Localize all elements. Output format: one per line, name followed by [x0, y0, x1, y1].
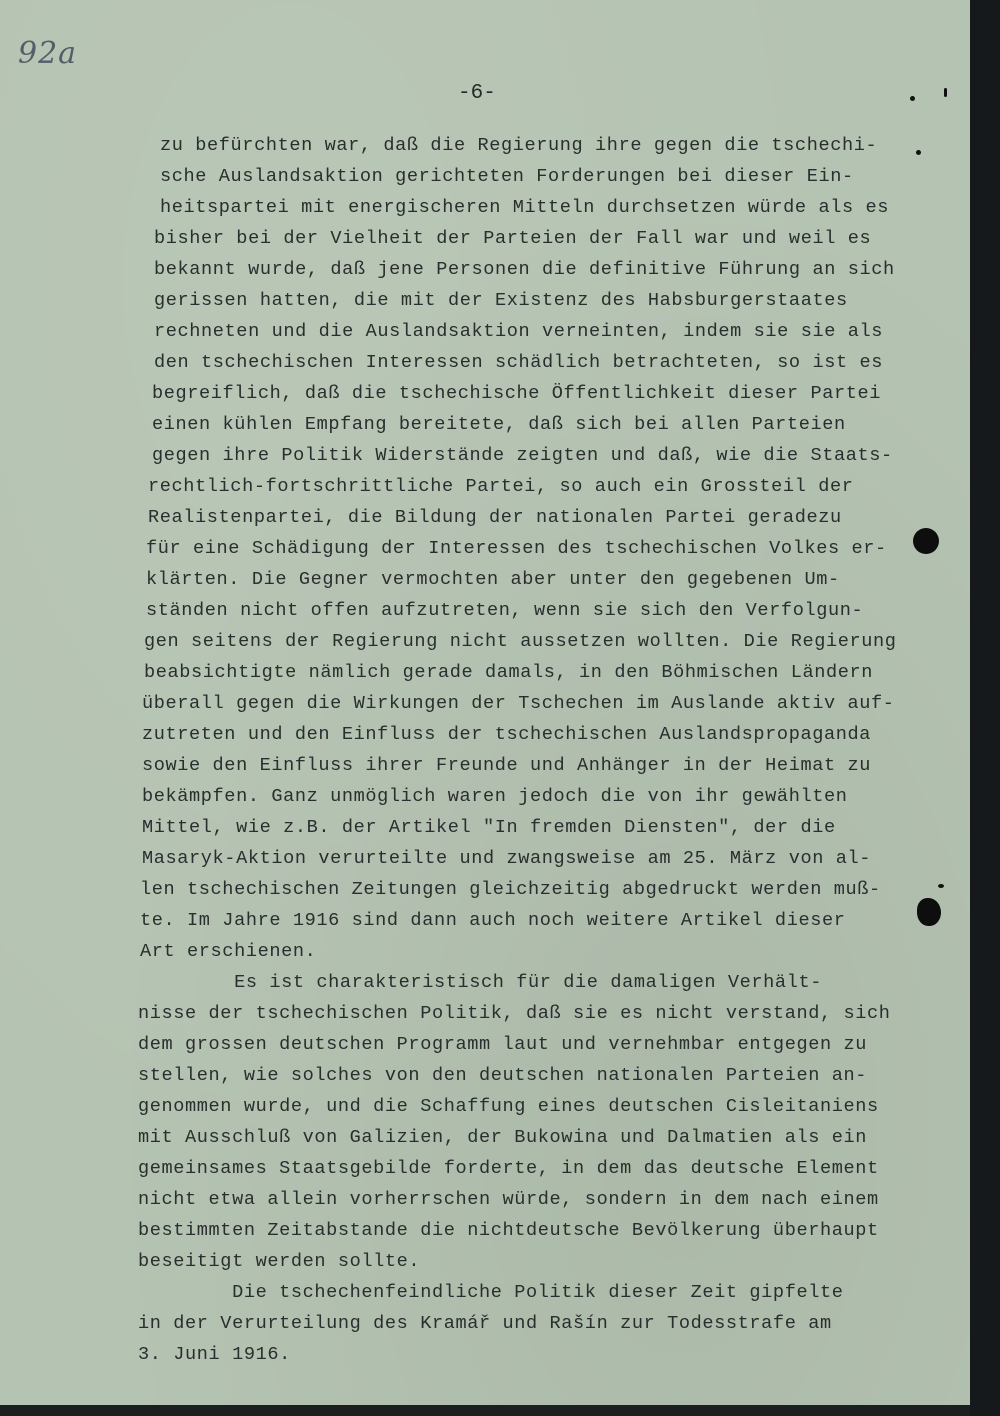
text-line: Realistenpartei, die Bildung der nationalen Partei geradezu — [148, 507, 842, 528]
text-line: nicht etwa allein vorherrschen würde, sondern in dem nach einem — [138, 1189, 879, 1210]
text-line: stellen, wie solches von den deutschen nationalen Parteien an- — [138, 1065, 867, 1086]
page-number: -6- — [458, 82, 496, 105]
text-line: len tschechischen Zeitungen gleichzeitig abgedruckt werden muß- — [140, 879, 881, 900]
text-line: mit Ausschluß von Galizien, der Bukowina und Dalmatien als ein — [138, 1127, 867, 1148]
text-line: gen seitens der Regierung nicht aussetzen wollten. Die Regierung — [144, 631, 897, 652]
text-line: überall gegen die Wirkungen der Tschechen im Auslande aktiv auf- — [142, 693, 895, 714]
ink-speck — [938, 884, 944, 888]
text-line: dem grossen deutschen Programm laut und vernehmbar entgegen zu — [138, 1034, 867, 1055]
text-line: für eine Schädigung der Interessen des tschechischen Volkes er- — [146, 538, 887, 559]
text-line: sche Auslandsaktion gerichteten Forderungen bei dieser Ein- — [160, 166, 854, 187]
text-line: Masaryk-Aktion verurteilte und zwangsweise am 25. März von al- — [142, 848, 871, 869]
text-line: zutreten und den Einfluss der tschechischen Auslandspropaganda — [142, 724, 871, 745]
ink-speck — [910, 96, 915, 101]
body-text — [138, 130, 938, 1370]
ink-blot — [913, 528, 939, 554]
text-line: rechneten und die Auslandsaktion verneinten, indem sie sie als — [154, 321, 883, 342]
ink-speck — [916, 150, 921, 155]
text-line: bekämpfen. Ganz unmöglich waren jedoch die von ihr gewählten — [142, 786, 848, 807]
text-line: Art erschienen. — [140, 941, 317, 962]
text-line: bekannt wurde, daß jene Personen die definitive Führung an sich — [154, 259, 895, 280]
text-line: beabsichtigte nämlich gerade damals, in den Böhmischen Ländern — [144, 662, 873, 683]
text-line: begreiflich, daß die tschechische Öffentlichkeit dieser Partei — [152, 383, 881, 404]
archive-number: 92a — [18, 36, 78, 71]
text-line: klärten. Die Gegner vermochten aber unter den gegebenen Um- — [146, 569, 840, 590]
text-line: Mittel, wie z.B. der Artikel "In fremden Diensten", der die — [142, 817, 836, 838]
scan-border — [970, 0, 1000, 1416]
text-line: beseitigt werden sollte. — [138, 1251, 421, 1272]
text-line: Es ist charakteristisch für die damaligen Verhält- — [140, 972, 822, 993]
text-line: gerissen hatten, die mit der Existenz des Habsburgerstaates — [154, 290, 848, 311]
text-line: heitspartei mit energischeren Mitteln durchsetzen würde als es — [160, 197, 889, 218]
text-line: einen kühlen Empfang bereitete, daß sich bei allen Parteien — [152, 414, 846, 435]
text-line: ständen nicht offen aufzutreten, wenn sie sich den Verfolgun- — [146, 600, 864, 621]
text-line: genommen wurde, und die Schaffung eines deutschen Cisleitaniens — [138, 1096, 879, 1117]
text-line: bisher bei der Vielheit der Parteien der Fall war und weil es — [154, 228, 872, 249]
text-line: 3. Juni 1916. — [138, 1344, 291, 1365]
text-line: gegen ihre Politik Widerstände zeigten und daß, wie die Staats- — [152, 445, 893, 466]
text-line: Die tschechenfeindliche Politik dieser Zeit gipfelte — [138, 1282, 844, 1303]
text-line: bestimmten Zeitabstande die nichtdeutsche Bevölkerung überhaupt — [138, 1220, 879, 1241]
text-line: sowie den Einfluss ihrer Freunde und Anhänger in der Heimat zu — [142, 755, 871, 776]
text-line: zu befürchten war, daß die Regierung ihre gegen die tschechi- — [160, 135, 878, 156]
ink-speck — [944, 88, 947, 97]
ink-blot — [917, 898, 941, 926]
text-line: in der Verurteilung des Kramář und Rašín zur Todesstrafe am — [138, 1313, 832, 1334]
text-line: gemeinsames Staatsgebilde forderte, in dem das deutsche Element — [138, 1158, 879, 1179]
text-line: nisse der tschechischen Politik, daß sie es nicht verstand, sich — [138, 1003, 891, 1024]
text-line: rechtlich-fortschrittliche Partei, so auch ein Grossteil der — [148, 476, 854, 497]
text-line: den tschechischen Interessen schädlich betrachteten, so ist es — [154, 352, 883, 373]
text-line: te. Im Jahre 1916 sind dann auch noch weitere Artikel dieser — [140, 910, 846, 931]
